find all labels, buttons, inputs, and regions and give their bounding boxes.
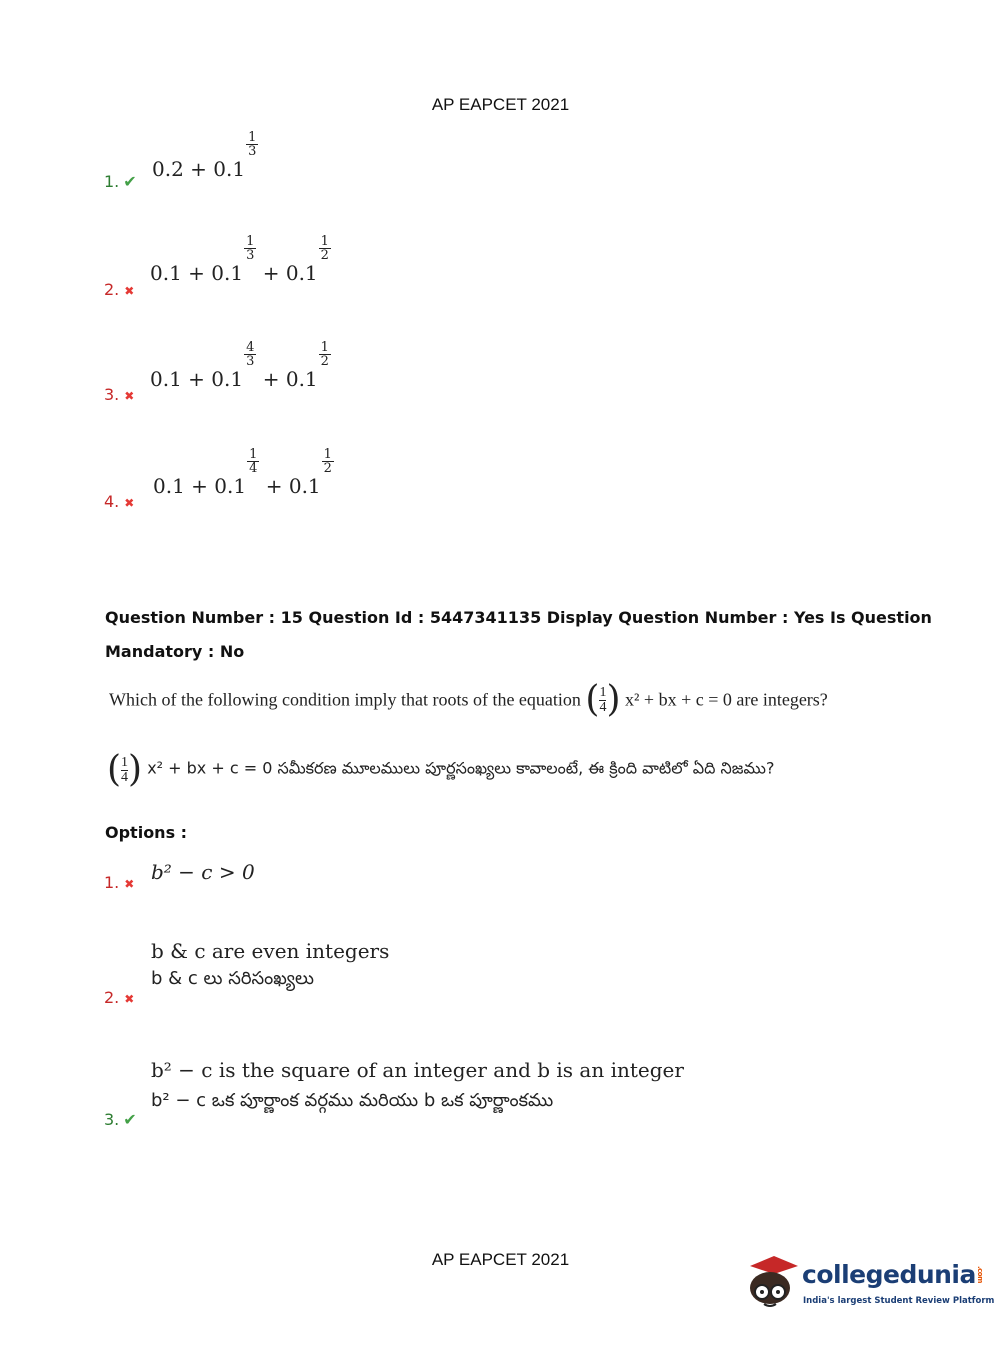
prev-option-1-expression: 0.2 + 0.1 $\frac{1}{3}$	[152, 130, 257, 181]
option-2-line-2: b & c లు సరిసంఖ్యలు	[151, 968, 314, 989]
collegedunia-tagline: India's largest Student Review Platform	[803, 1296, 995, 1306]
prev-option-2-number: 2. ✖	[104, 280, 135, 299]
question-meta-line-1: Question Number : 15 Question Id : 5447341135 Display Question Number : Yes Is Question	[105, 608, 932, 627]
option-3-line-1: b² − c is the square of an integer and b is an integer	[151, 1058, 684, 1082]
check-icon: ✔	[123, 172, 137, 191]
question-text-telugu: ( 1 4 ) x² + bx + c = 0 సమీకరణ మూలములు పూర్ణసంఖ్యలు కావాలంటే, ఈ క్రింది వాటిలో ఏది నిజము?	[107, 749, 775, 790]
option-2-number: 2. ✖	[104, 988, 135, 1007]
collegedunia-logo-text: collegedunia.com	[802, 1260, 984, 1289]
page-footer: AP EAPCET 2021	[431, 1250, 570, 1269]
options-label: Options :	[105, 823, 188, 842]
prev-option-4-expression: 0.1 + 0.1 $\frac{1}{4}$ + 0.1 $\frac{1}{2}$	[153, 447, 332, 498]
prev-option-3-number: 3. ✖	[104, 385, 135, 404]
check-icon: ✔	[123, 1110, 137, 1129]
option-1-text: b² − c > 0	[151, 860, 255, 884]
cross-icon: ✖	[124, 992, 135, 1006]
page-header: AP EAPCET 2021	[431, 95, 570, 114]
prev-option-1-number: 1. ✔	[104, 172, 137, 191]
prev-option-3-expression: 0.1 + 0.1 $\frac{4}{3}$ + 0.1 $\frac{1}{2}$	[150, 340, 329, 391]
cross-icon: ✖	[124, 284, 135, 298]
cross-icon: ✖	[124, 877, 135, 891]
option-1-number: 1. ✖	[104, 873, 135, 892]
cross-icon: ✖	[124, 496, 135, 510]
question-text-english: Which of the following condition imply that roots of the equation ( 1 4 ) x² + bx + c = 0 are integers?	[109, 679, 828, 720]
option-3-number: 3. ✔	[104, 1110, 137, 1129]
collegedunia-mascot-logo	[744, 1252, 800, 1310]
option-3-line-2: b² − c ఒక పూర్ణాంక వర్గము మరియు b ఒక పూర్ణాంకము	[151, 1090, 554, 1111]
question-meta-line-2: Mandatory : No	[105, 642, 245, 661]
prev-option-4-number: 4. ✖	[104, 492, 135, 511]
prev-option-2-expression: 0.1 + 0.1 $\frac{1}{3}$ + 0.1 $\frac{1}{2}$	[150, 234, 329, 285]
option-2-line-1: b & c are even integers	[151, 939, 390, 963]
cross-icon: ✖	[124, 389, 135, 403]
